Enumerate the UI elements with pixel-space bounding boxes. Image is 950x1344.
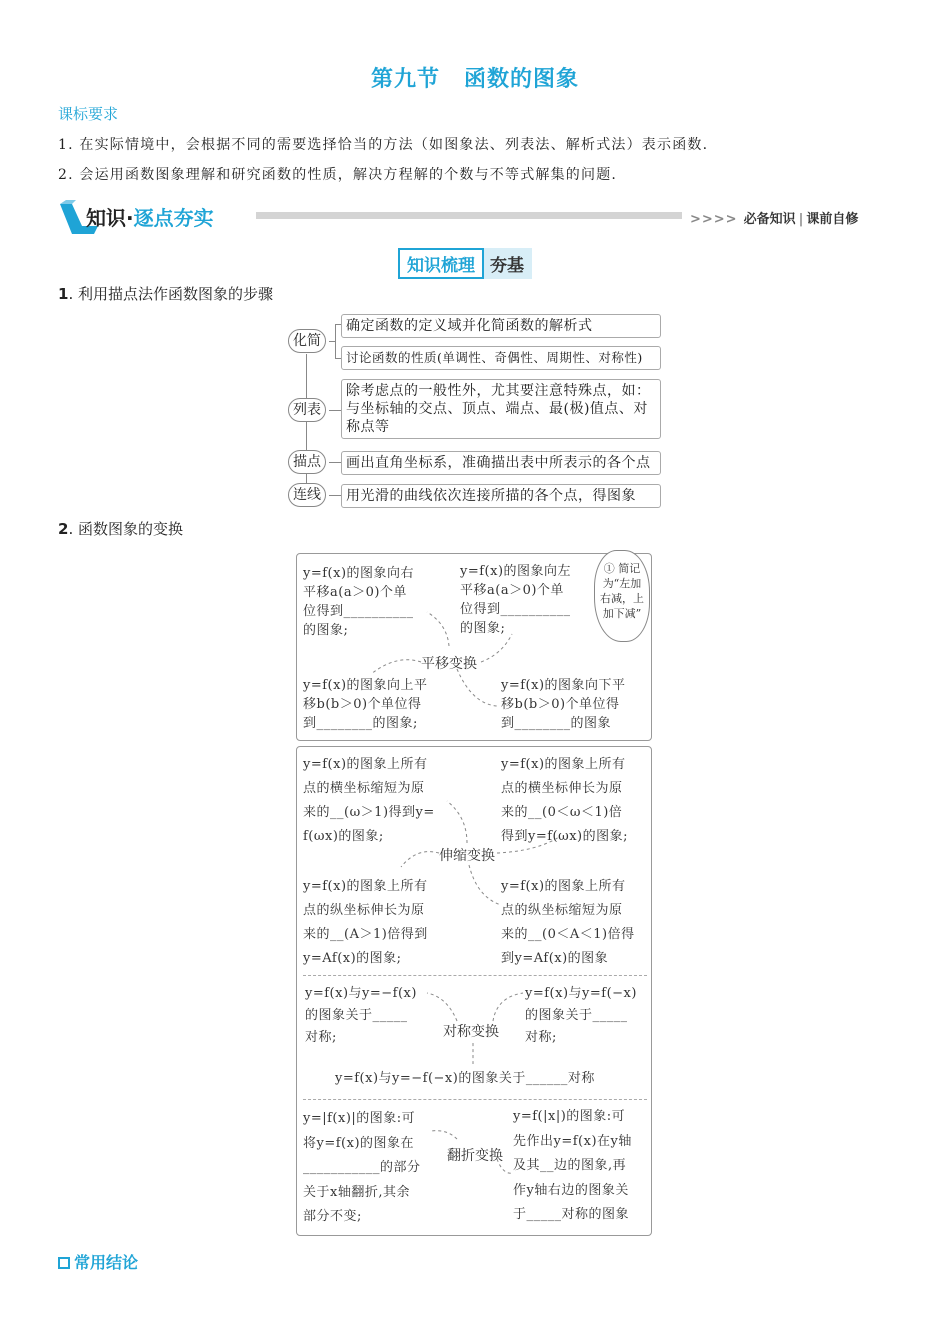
page-title	[0, 62, 950, 93]
step-connect: 连线	[288, 483, 326, 507]
subheading	[398, 248, 532, 276]
banner-divider	[256, 212, 682, 219]
translation-up: y=f(x)的图象向上平 移b(b＞0)个单位得 到________的图象;	[303, 678, 428, 731]
banner-logo-dot: ·	[126, 206, 134, 230]
flow-bracket	[335, 324, 336, 358]
transform-panel	[296, 746, 652, 1236]
section1-number: 1	[58, 285, 69, 303]
requirements-heading: 课标要求	[58, 105, 119, 123]
section2-title: . 函数图象的变换	[68, 520, 183, 538]
requirement-item: 1. 在实际情境中，会根据不同的需要选择恰当的方法（如图象法、列表法、解析式法）表示函数.	[58, 137, 709, 153]
section-title: 函数的图象	[464, 67, 580, 92]
section2-heading	[58, 518, 183, 539]
symmetry-origin: y=f(x)与y=−f(−x)的图象关于______对称	[335, 1071, 595, 1086]
scaling-vertical-stretch: y=f(x)的图象上所有 点的纵坐标伸长为原 来的__(A＞1)倍得到 y=Af(x)的图象;	[303, 879, 428, 966]
translation-down: y=f(x)的图象向下平 移b(b＞0)个单位得 到________的图象	[501, 678, 626, 731]
flip-f-abs: y=f(|x|)的图象:可 先作出y=f(x)在y轴 及其__边的图象,再 作y轴右边的图象关 于_____对称的图象	[513, 1109, 632, 1222]
flowchart-steps	[285, 312, 665, 512]
flip-label: 翻折变换	[447, 1148, 503, 1164]
banner-right	[690, 208, 858, 227]
scaling-horizontal-stretch: y=f(x)的图象上所有 点的横坐标伸长为原 来的__(0＜ω＜1)倍 得到y=f(ωx)的图象;	[501, 757, 629, 844]
scaling-vertical-shrink: y=f(x)的图象上所有 点的纵坐标缩短为原 来的__(0＜A＜1)倍得 到y=Af(x)的图象	[501, 879, 635, 966]
chevrons-icon: >>>>	[690, 212, 738, 227]
step-tabulate-detail: 除考虑点的一般性外，尤其要注意特殊点，如：与坐标轴的交点、顶点、端点、最(极)值点、对称点等	[341, 379, 661, 439]
step-simplify-detail: 确定函数的定义域并化简函数的解析式	[341, 314, 661, 338]
requirement-item: 2. 会运用函数图象理解和研究函数的性质，解决方程解的个数与不等式解集的问题.	[58, 167, 618, 183]
section2-number: 2	[58, 520, 69, 538]
banner-label-a: 必备知识	[743, 212, 796, 227]
translation-note: ① 简记 为“左加 右减，上 加下减”	[594, 550, 650, 642]
symmetry-x-axis: y=f(x)与y=−f(x) 的图象关于_____ 对称;	[305, 986, 417, 1045]
translation-label: 平移变换	[421, 656, 477, 672]
checkbox-icon	[58, 1257, 70, 1269]
transform-arrows	[297, 747, 653, 1237]
section1-title: . 利用描点法作函数图象的步骤	[68, 285, 273, 303]
section1-heading	[58, 283, 273, 304]
translation-left: y=f(x)的图象向左 平移a(a＞0)个单 位得到__________ 的图象;	[460, 564, 572, 636]
step-plot-detail: 画出直角坐标系，准确描出表中所表示的各个点	[341, 451, 661, 475]
step-simplify-detail: 讨论函数的性质(单调性、奇偶性、周期性、对称性)	[341, 346, 661, 370]
banner-logo-text	[86, 202, 214, 231]
banner-logo	[58, 198, 248, 238]
symmetry-y-axis: y=f(x)与y=f(−x) 的图象关于_____ 对称;	[525, 986, 637, 1045]
banner-logo-sub: 逐点夯实	[133, 206, 214, 230]
translation-right: y=f(x)的图象向右 平移a(a＞0)个单 位得到__________ 的图象;	[303, 566, 415, 638]
scaling-label: 伸缩变换	[439, 848, 495, 864]
banner-sep: |	[798, 212, 804, 227]
conclusion-heading-text: 常用结论	[74, 1253, 139, 1272]
conclusion-heading	[58, 1250, 138, 1273]
step-tabulate: 列表	[288, 398, 326, 422]
flow-connector	[329, 341, 335, 342]
step-connect-detail: 用光滑的曲线依次连接所描的各个点，得图象	[341, 484, 661, 508]
step-simplify: 化简	[288, 329, 326, 353]
banner-label-b: 课前自修	[806, 212, 859, 227]
subheading-rest: 夯基	[484, 248, 532, 279]
flip-abs-f: y=|f(x)|的图象:可 将y=f(x)的图象在 ___________的部分 关于x轴翻折,其余 部分不变;	[303, 1111, 421, 1224]
section-number: 第九节	[370, 67, 440, 92]
symmetry-label: 对称变换	[443, 1024, 499, 1040]
banner-logo-main: 知识	[86, 206, 126, 230]
subheading-boxed: 知识梳理	[398, 248, 484, 279]
flow-connector	[306, 354, 307, 400]
step-plot: 描点	[288, 450, 326, 474]
scaling-horizontal-shrink: y=f(x)的图象上所有 点的横坐标缩短为原 来的__(ω＞1)得到y= f(ωx)的图象;	[303, 757, 435, 844]
